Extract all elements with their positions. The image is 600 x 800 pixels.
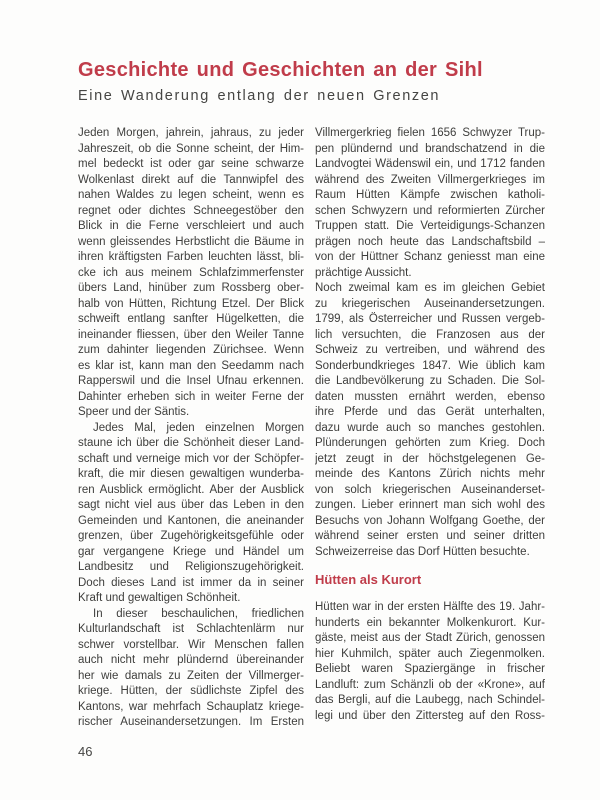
text-line: halb von Hütten, Richtung Etzel. Der Blick bbox=[78, 297, 304, 310]
page-number: 46 bbox=[78, 744, 93, 759]
page-title: Geschichte und Geschichten an der Sihl bbox=[78, 59, 483, 81]
text-line: prägen noch heute das Landschaftsbild – bbox=[315, 235, 545, 248]
text-line: Dahinter erheben sich in weiter Ferne der bbox=[78, 390, 304, 403]
text-line: übers Land, hinüber zum Rossberg ober- bbox=[78, 282, 304, 294]
text-line: hunderts ein bekannter Molkenkurort. Kur- bbox=[315, 616, 545, 629]
text-line: Wolkenlast direkt auf die Tannwipfel des bbox=[78, 173, 304, 186]
text-line: nahen Waldes zu legen scheint, wenn es bbox=[78, 189, 304, 201]
paragraph bbox=[78, 421, 304, 607]
text-line: Noch zweimal kam es im gleichen Gebiet bbox=[315, 282, 545, 294]
text-line: meinde des Kantons Zürich nichts mehr bbox=[315, 468, 545, 480]
text-line: In dieser beschaulichen, friedlichen bbox=[93, 607, 304, 620]
paragraph bbox=[315, 126, 545, 281]
text-line: Landbesitz und Religionszugehörigkeit. bbox=[78, 561, 304, 573]
text-line: her wie damals zu Zeiten der Villmerger- bbox=[78, 669, 304, 682]
text-columns bbox=[78, 126, 545, 731]
left-column bbox=[78, 126, 304, 731]
right-column bbox=[315, 126, 545, 731]
text-line: es klar ist, kann man den Seedamm nach bbox=[78, 359, 304, 372]
paragraph bbox=[315, 600, 545, 724]
text-line: Schweizerreise das Dorf Hütten besuchte. bbox=[315, 545, 530, 558]
text-line: Plünderungen gehörten zum Krieg. Doch bbox=[315, 437, 545, 449]
text-line: gar vergangene Kriege und Händel um bbox=[78, 545, 304, 558]
text-line: gäste, meist aus der Stadt Zürich, genossen bbox=[315, 632, 545, 644]
text-line: Landvogtei Wädenswil ein, und 1712 fanden bbox=[315, 158, 545, 170]
text-line: Kantons, war mehrfach Schauplatz kriege- bbox=[78, 700, 304, 713]
text-line: Blick in die Ferne verschleiert und auch bbox=[78, 220, 304, 232]
text-line: zum dahinter liegenden Zürichsee. Wenn bbox=[78, 344, 304, 356]
text-line: Speer und der Säntis. bbox=[78, 406, 190, 418]
text-line: legi und über den Zittersteg auf den Ross- bbox=[315, 709, 545, 722]
text-line: ineinander fliessen, über den Weiler Tanne bbox=[78, 328, 304, 341]
text-line: kraft, die mir diesen gewaltigen wunderba- bbox=[78, 468, 304, 480]
text-line: ihre Pferde und das Gerät unterhalten, bbox=[315, 406, 545, 418]
text-line: von solch kriegerischen Auseinanderset- bbox=[315, 483, 545, 496]
text-line: die Landbevölkerung zu Schaden. Die Sol- bbox=[315, 375, 545, 387]
text-line: zu kriegerischen Auseinandersetzungen. bbox=[315, 297, 545, 310]
paragraph bbox=[78, 607, 304, 731]
text-line: daten mussten ernährt werden, ebenso bbox=[315, 390, 545, 403]
text-line: schaft und verneige mich vor der Schöpfer- bbox=[78, 452, 304, 465]
paragraph bbox=[78, 126, 304, 421]
text-line: Jedes Mal, jeden einzelnen Morgen bbox=[93, 421, 304, 434]
text-line: Sonderbundkrieges 1847. Wie üblich kam bbox=[315, 359, 545, 372]
text-line: jetzt zeugt in der höchstgelegenen Ge- bbox=[315, 452, 545, 465]
text-line: Landluft: zum Schänzli ob der «Krone», auf bbox=[315, 678, 545, 691]
text-line: wenn gleissendes Herbstlicht die Bäume in bbox=[78, 235, 304, 248]
text-line: prächtige Aussicht. bbox=[315, 266, 412, 279]
text-line: Truppen statt. Die Verteidigungs-Schanzen bbox=[315, 220, 545, 232]
page-header bbox=[78, 58, 548, 106]
text-line: rischer Auseinandersetzungen. Im Ersten bbox=[78, 716, 304, 728]
text-line: Kulturlandschaft ist Schlachtenlärm nur bbox=[78, 623, 304, 635]
text-line: zungen. Lieber erinnert man sich wohl des bbox=[315, 499, 545, 511]
text-line: staune ich über die Schönheit dieser Land- bbox=[78, 437, 304, 449]
text-line: Doch dieses Land ist immer da in seiner bbox=[78, 576, 304, 589]
text-line: lich versuchten, die Franzosen aus der bbox=[315, 328, 545, 341]
text-line: Rapperswil und die Insel Ufnau erkennen. bbox=[78, 375, 304, 387]
text-line: von der Hüttner Schanz geniesst man eine bbox=[315, 251, 545, 263]
text-line: pen plündernd und brandschatzend in die bbox=[315, 142, 545, 155]
paragraph bbox=[315, 281, 545, 560]
text-line: cke ich aus meinem Schlafzimmerfenster bbox=[78, 266, 304, 279]
text-line: Jahreszeit, ob die Sonne scheint, der Him- bbox=[78, 142, 304, 155]
text-line: mel bedeckt ist oder gar seine schwarze bbox=[78, 158, 304, 170]
text-line: kriege. Hütten, der südlichste Zipfel des bbox=[78, 685, 304, 697]
text-line: während des Zweiten Villmergerkrieges im bbox=[315, 173, 545, 186]
text-line: Hütten war in der ersten Hälfte des 19. Jahr- bbox=[315, 601, 545, 613]
text-line: während seiner ersten und seiner dritten bbox=[315, 530, 545, 542]
text-line: hier Kuhmilch, später auch Ziegenmolken. bbox=[315, 647, 545, 660]
text-line: Schweiz zu vertreiben, und während des bbox=[315, 344, 545, 356]
text-line: Raum Hütten Kämpfe zwischen katholi- bbox=[315, 189, 545, 201]
text-line: schwer vorstellbar. Wir Menschen fallen bbox=[78, 638, 304, 651]
text-line: dazu wurde auch so manches gestohlen. bbox=[315, 421, 545, 434]
text-line: schen Schwyzern und reformierten Zürcher bbox=[315, 204, 545, 217]
text-line: Jeden Morgen, jahrein, jahraus, zu jeder bbox=[78, 127, 304, 139]
section-heading: Hütten als Kurort bbox=[315, 572, 422, 587]
text-line: schweift entlang sanfter Hügelketten, die bbox=[78, 313, 304, 325]
text-line: sagt nicht viel aus über das Leben in den bbox=[78, 499, 304, 511]
page-subtitle: Eine Wanderung entlang der neuen Grenzen bbox=[78, 88, 441, 104]
text-line: Besuchs von Johann Wolfgang Goethe, der bbox=[315, 514, 545, 527]
text-line: grenzen, über Zugehörigkeitsgefühle oder bbox=[78, 530, 304, 542]
text-line: das Bergli, auf die Laubegg, nach Schindel- bbox=[315, 694, 545, 706]
text-line: regnet oder dichtes Schneegestöber den bbox=[78, 204, 304, 217]
text-line: 1799, als Österreicher und Russen vergeb- bbox=[315, 313, 545, 325]
text-line: Beliebt waren Spaziergänge in frischer bbox=[315, 663, 545, 675]
text-line: auch nicht mehr plündernd übereinander bbox=[78, 654, 304, 666]
text-line: Gemeinden und Kantonen, die aneinander bbox=[78, 514, 304, 527]
text-line: ren Ausblick ermöglicht. Aber der Ausblick bbox=[78, 483, 304, 496]
text-line: Villmergerkrieg fielen 1656 Schwyzer Trup- bbox=[315, 127, 545, 139]
text-line: Kraft und gewaltigen Schönheit. bbox=[78, 592, 241, 604]
text-line: ihren kräftigsten Farben leuchten lässt, bli- bbox=[78, 251, 304, 263]
